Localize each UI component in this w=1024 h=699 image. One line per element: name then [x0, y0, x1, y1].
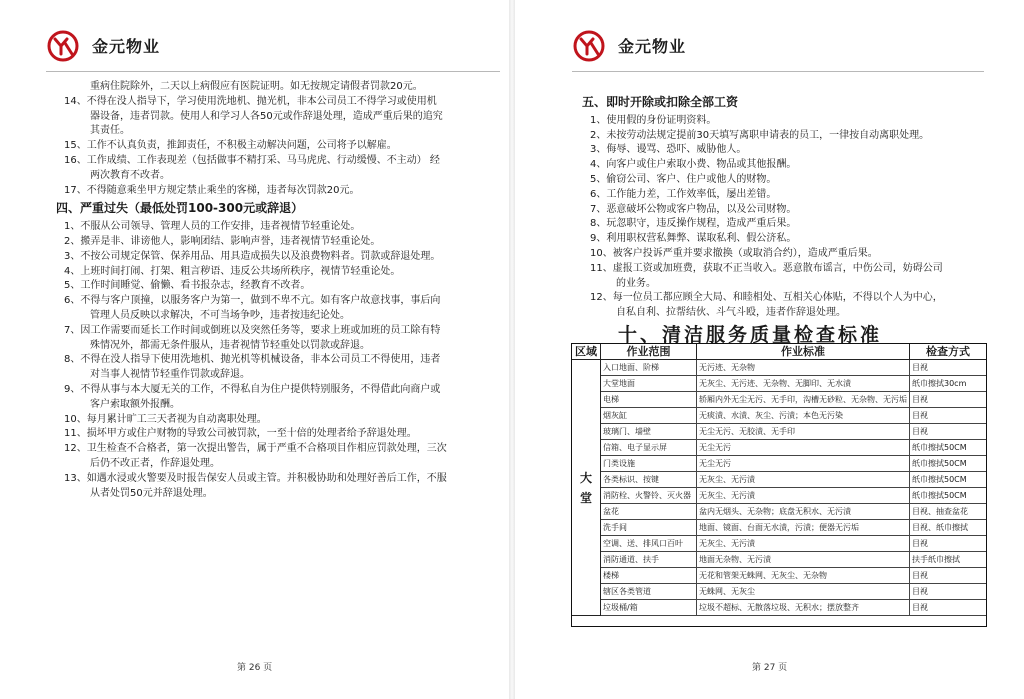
text-line: 器设备，违者罚款。使用人和学习人各50元或作辞退处理，造成严重后果的追究 [90, 110, 443, 122]
page-26-content [56, 80, 466, 501]
text-line: 3、不按公司规定保管、保养用品、用具造成损失以及浪费物料者。罚款或辞退处理。 [64, 250, 441, 262]
scope-cell: 大堂地面 [601, 376, 697, 392]
method-cell: 目视 [910, 584, 987, 600]
header-divider [46, 71, 500, 72]
text-line: 15、工作不认真负责，推卸责任，不积极主动解决问题，公司将予以解雇。 [64, 140, 397, 152]
text-line: 13、如遇水浸或火警要及时报告保安人员或主管。并积极协助和处理好善后工作，不服 [64, 472, 447, 484]
text-line: 7、因工作需要而延长工作时间或倒班以及突然任务等，要求上班或加班的员工除有特 [64, 324, 441, 336]
company-logo-icon [572, 30, 606, 62]
header-standard: 作业标准 [697, 344, 910, 360]
page-27-content [582, 92, 990, 321]
text-line: 其责任。 [90, 125, 130, 137]
scope-cell: 电梯 [601, 392, 697, 408]
text-line: 重病住院除外，二天以上病假应有医院证明。如无按规定请假者罚款20元。 [90, 81, 423, 92]
header-scope: 作业范围 [601, 344, 697, 360]
standard-cell: 无尘无污 [697, 456, 910, 472]
method-cell: 纸巾擦拭50CM [910, 488, 987, 504]
text-line: 1、不服从公司领导、管理人员的工作安排，违者视情节轻重论处。 [64, 221, 361, 233]
table-row [572, 536, 987, 552]
standard-cell: 无灰尘、无污渍 [697, 536, 910, 552]
header-divider [572, 71, 984, 72]
text-line: 5、工作时间睡觉、偷懒、看书报杂志，经教育不改者。 [64, 280, 311, 292]
method-cell: 目视、纸巾擦拭 [910, 520, 987, 536]
text-line: 17、不得随意乘坐甲方规定禁止乘坐的客梯，违者每次罚款20元。 [64, 184, 360, 196]
method-cell: 目视 [910, 360, 987, 376]
text-line: 14、不得在没人指导下，学习使用洗地机、抛光机，非本公司员工不得学习或使用机 [64, 95, 437, 107]
text-line: 12、每一位员工都应顾全大局、和睦相处、互相关心体贴，不得以个人为中心， [590, 292, 943, 304]
text-line: 的业务。 [616, 277, 656, 289]
text-line: 6、不得与客户顶撞，以服务客户为第一，做到不卑不亢。如有客户故意找事，事后向 [64, 295, 441, 307]
cleaning-standards-table [571, 343, 987, 616]
header-method: 检查方式 [910, 344, 987, 360]
text-line: 从者处罚50元并辞退处理。 [90, 487, 213, 499]
brand-name: 金元物业 [92, 37, 161, 56]
text-line: 对当事人视情节轻重作罚款或辞退。 [90, 369, 250, 381]
text-line: 10、每月累计旷工三天者视为自动离职处理。 [64, 413, 267, 425]
table-row [572, 440, 987, 456]
table-row [572, 424, 987, 440]
table-row [572, 568, 987, 584]
scope-cell: 门类设施 [601, 456, 697, 472]
header-area: 区域 [572, 344, 601, 360]
brand-name: 金元物业 [618, 37, 687, 56]
table-row [572, 392, 987, 408]
text-line: 两次教育不改者。 [90, 169, 170, 181]
standard-cell: 无痰渍、水渍、灰尘、污渍；本色无污染 [697, 408, 910, 424]
page-number: 第 26 页 [237, 663, 273, 673]
standard-cell: 无蛛网、无灰尘 [697, 584, 910, 600]
method-cell: 纸巾擦拭50CM [910, 456, 987, 472]
method-cell: 纸巾擦拭50CM [910, 440, 987, 456]
method-cell: 目视 [910, 392, 987, 408]
text-line: 2、未按劳动法规定提前30天填写离职申请表的员工，一律按自动离职处理。 [590, 129, 930, 141]
section-4-list [64, 220, 466, 501]
text-line: 自私自利、拉帮结伙、斗气斗殴，违者作辞退处理。 [616, 307, 846, 319]
standard-cell: 无污迹、无杂物 [697, 360, 910, 376]
scope-cell: 垃圾桶/箱 [601, 600, 697, 616]
table-row [572, 408, 987, 424]
standard-cell: 地面无杂物、无污渍 [697, 552, 910, 568]
scope-cell: 楼梯 [601, 568, 697, 584]
standard-cell: 无尘无污、无胶渍、无手印 [697, 424, 910, 440]
standard-cell: 垃圾不超标、无散落垃圾、无积水；摆放整齐 [697, 600, 910, 616]
scope-cell: 烟灰缸 [601, 408, 697, 424]
text-line: 管理人员反映以求解决，不可当场争吵，违者按违纪论处。 [90, 309, 350, 321]
scope-cell: 盆花 [601, 504, 697, 520]
text-line: 16、工作成绩、工作表现差（包括做事不精打采、马马虎虎、行动缓慢、不主动） 经 [64, 154, 440, 166]
method-cell: 纸巾擦拭30cm [910, 376, 987, 392]
table-row [572, 488, 987, 504]
table-row [572, 584, 987, 600]
text-line: 7、恶意破坏公物或客户物品，以及公司财物。 [590, 203, 797, 215]
text-line: 1、使用假的身份证明资料。 [590, 114, 717, 126]
text-line: 8、不得在没人指导下使用洗地机、抛光机等机械设备，非本公司员工不得使用，违者 [64, 354, 441, 366]
method-cell: 目视 [910, 600, 987, 616]
text-line: 殊情况外，都需无条件服从，违者视情节轻重处以罚款或辞退。 [90, 339, 370, 351]
standard-cell: 无花和管架无蛛网、无灰尘、无杂物 [697, 568, 910, 584]
table-row [572, 552, 987, 568]
section-4-title: 四、严重过失（最低处罚100-300元或辞退） [56, 201, 304, 216]
scope-cell: 各类标识、按键 [601, 472, 697, 488]
scope-cell: 空调、送、排风口百叶 [601, 536, 697, 552]
table-row [572, 600, 987, 616]
text-line: 8、玩忽职守，违反操作规程，造成严重后果。 [590, 218, 797, 230]
rules-list-continued [64, 80, 466, 198]
method-cell: 扶手纸巾擦拭 [910, 552, 987, 568]
scope-cell: 玻璃门、墙壁 [601, 424, 697, 440]
text-line: 11、虚报工资或加班费，获取不正当收入。恶意散布谣言，中伤公司，妨碍公司 [590, 262, 943, 274]
page-header [46, 22, 500, 72]
section-5-title: 五、即时开除或扣除全部工资 [582, 95, 739, 109]
method-cell: 目视、抽查盆花 [910, 504, 987, 520]
text-line: 3、侮辱、谩骂、恐吓、威胁他人。 [590, 144, 747, 156]
method-cell: 目视 [910, 536, 987, 552]
table-row [572, 520, 987, 536]
table-row [572, 360, 987, 376]
table-row [572, 456, 987, 472]
scope-cell: 消防通道、扶手 [601, 552, 697, 568]
page-number: 第 27 页 [752, 663, 788, 673]
standard-cell: 无灰尘、无污渍 [697, 472, 910, 488]
company-logo-icon [46, 30, 80, 62]
page-header [572, 22, 984, 72]
standard-cell: 地面、镜面、台面无水渍，污渍；便器无污垢 [697, 520, 910, 536]
text-line: 6、工作能力差，工作效率低，屡出差错。 [590, 188, 777, 200]
text-line: 11、损坏甲方或住户财物的导致公司被罚款，一至十倍的处理者给予辞退处理。 [64, 428, 417, 440]
text-line: 后仍不改正者，作辞退处理。 [90, 457, 220, 469]
method-cell: 目视 [910, 568, 987, 584]
text-line: 4、上班时间打闹、打架、粗言秽语、违反公共场所秩序，视情节轻重论处。 [64, 265, 401, 277]
text-line: 10、被客户投诉严重并要求撤换（或取消合约），造成严重后果。 [590, 247, 878, 259]
text-line: 4、向客户或住户索取小费、物品或其他报酬。 [590, 159, 797, 171]
table-header-row [572, 344, 987, 360]
text-line: 9、利用职权营私舞弊、谋取私利、假公济私。 [590, 233, 797, 245]
section-5-list [590, 114, 990, 321]
scope-cell: 入口地面、阶梯 [601, 360, 697, 376]
method-cell: 纸巾擦拭50CM [910, 472, 987, 488]
text-line: 12、卫生检查不合格者，第一次提出警告，属于严重不合格项目作相应罚款处理，三次 [64, 443, 447, 455]
text-line: 5、偷窃公司、客户、住户或他人的财物。 [590, 173, 777, 185]
scope-cell: 信箱、电子显示屏 [601, 440, 697, 456]
area-cell: 大 堂 [572, 360, 601, 616]
table-row [572, 472, 987, 488]
text-line: 2、搬弄是非、诽谤他人，影响团结、影响声誉，违者视情节轻重论处。 [64, 235, 381, 247]
standard-cell: 无尘无污 [697, 440, 910, 456]
standard-cell: 无灰尘、无污渍 [697, 488, 910, 504]
standard-cell: 无灰尘、无污迹、无杂物、无脚印、无水渍 [697, 376, 910, 392]
text-line: 客户索取额外报酬。 [90, 398, 180, 410]
scope-cell: 辖区各类管道 [601, 584, 697, 600]
table-row [572, 504, 987, 520]
standard-cell: 盆内无烟头、无杂物；底盘无积水、无污渍 [697, 504, 910, 520]
scope-cell: 消防栓、火警铃、灭火器 [601, 488, 697, 504]
text-line: 9、不得从事与本大厦无关的工作，不得私自为住户提供特别服务，不得借此向商户或 [64, 383, 441, 395]
table-row [572, 376, 987, 392]
method-cell: 目视 [910, 408, 987, 424]
standard-cell: 轿厢内外无尘无污、无手印，沟槽无砂粒、无杂物、无污垢 [697, 392, 910, 408]
table-title: 十、清洁服务质量检查标准 [618, 324, 883, 346]
scope-cell: 洗手间 [601, 520, 697, 536]
method-cell: 目视 [910, 424, 987, 440]
